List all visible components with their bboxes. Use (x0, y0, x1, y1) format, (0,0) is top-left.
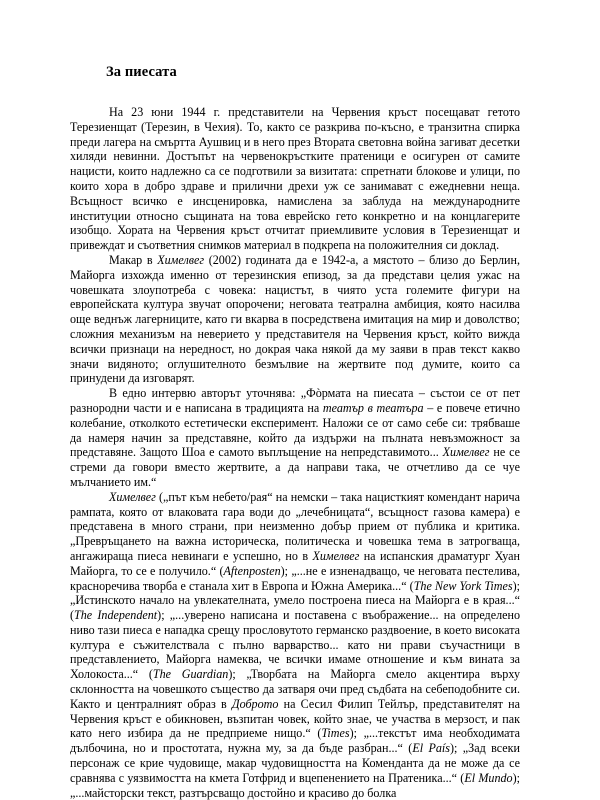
paragraph-text: ); „Зад всеки персонаж се крие чудовище, макар чудовищността на Коменданта да не може да се сравнява с уязвимостта на кмета Готфрид и вцепенението на Пратеника...“ ( (70, 741, 520, 785)
paragraph-text: на Сесил Филип Тейлър, представителят на Червения кръст е обикновен, възпитан човек, който знае, че участва в мерзост, и пак като него избира да не предприеме нищо.“ ( (70, 696, 520, 741)
italic-title-text: The Guardian (152, 667, 229, 682)
italic-title-text: The Independent (74, 608, 158, 623)
italic-title-text: El País (412, 741, 450, 756)
paragraph-text: ); „...уверено написана и поставена с въображение... на определено ниво тази пиеса е нападка срещу прословутото германско раздвоение, в което високата култура е съжителствала с пълно варварство... като ни прави съучастници в представлението, Майорга намеква, че всички имаме отношение и към вината за Холокоста...“ ( (70, 608, 521, 682)
document-body (70, 105, 520, 800)
paragraph-text: Макар в (109, 252, 158, 267)
paragraph-3 (70, 386, 520, 490)
paragraph-text: ); „...майсторски текст, разтърсващо достойно и красиво до болка (70, 770, 520, 800)
page-title: За пиесата (106, 64, 177, 80)
paragraph-text: ); „...не е изненадващо, че неговата пестелива, красноречива творба е станала хит в Европа и Южна Америка...“ ( (70, 563, 520, 593)
italic-title-text: The New York Times (413, 578, 513, 593)
paragraph-2 (70, 253, 520, 386)
paragraph-text: („път към небето/рая“ на немски – така нацисткият комендант нарича рампата, която от влаковата гара води до „лечебницата“, всъщност газова камера) е представена в много страни, при неизменно добър прием от публика и критика. „Превръщането на важна историческа, политическа и човешка тема в затрогваща, ангажираща пиеса невинаги е успешно, но в (70, 489, 520, 563)
italic-title-text: Химелвег (109, 489, 156, 504)
paragraph-text: ); „...текстът има необходимата дълбочина, но и простотата, нужна му, за да бъде разбран...“ ( (70, 726, 521, 756)
italic-title-text: Aftenposten (223, 563, 281, 578)
paragraph-text: В едно интервю авторът уточнява: „Фòрмата на пиесата – състои се от пет разнородни части и е написана в традицията на (70, 386, 520, 415)
paragraph-text: – е повече етично колебание, отколкото естетически експеримент. Наложи се от само себе си: трябваше да намеря начин за представяне, който да издържи на пълната невъзможност за представяне. Защото Шоа е самото въплъщение на непредставимото... (70, 400, 521, 460)
italic-title-text: Химелвег (312, 548, 360, 563)
paragraph-text: не се стреми да говори вместо жертвите, а да направи така, че отчетливо да се чуе мълчанието им.“ (70, 445, 520, 489)
paragraph-text: на испанския драматург Хуан Майорга, то се е получило.“ ( (70, 548, 520, 578)
paragraph-text: На 23 юни 1944 г. представители на Червения кръст посещават гетото Терезиенщат (Терезин, в Чехия). То, както се разкрива по-късно, е транзитна спирка преди лагера на смъртта Аушвиц и в него през Втората световна война загиват десетки хиляди невинни. Достъпът на червенокръстките пратеници е осигурен от самите нацисти, които надлежно са се подготвили за визитата: спретнати блокове и улици, по които хора в добро здраве и прилични дрехи уж се занимават с ежедневни неща. Всъщност всичко е инсценировка, намислена за заблуда на международните институции относно същината на това еврейско гето конкретно и на концлагерите изобщо. Хората на Червения кръст отчитат приемливите условия в Терезиенщат и привеждат и съответния снимков материал в подкрепа на положителния си доклад. (70, 105, 520, 253)
italic-title-text: Доброто (231, 696, 279, 711)
italic-title-text: театър в театъра (322, 400, 424, 415)
paragraph-1 (70, 105, 520, 253)
paragraph-text: (2002) годината да е 1942-а, а мястото – близо до Берлин, Майорга изхожда именно от терезинския епизод, за да представи целия ужас на човешката злоупотреба с човека: нацистът, в чиято уста големите фигури на европейската култура звучат опорочени; неговата театрална амбиция, която насилва още веднъж лагерниците, като ги вкарва в посредствена имитация на мир и доволство; сложния механизъм на неверието у представителя на Червения кръст, който вижда всички признаци на нередност, но докрая чака някой да му заяви в прав текст какво значи видяното; оглушителното безмълвие на жертвите под думите, които са принудени да изговарят. (70, 252, 520, 386)
italic-title-text: El Mundo (464, 770, 513, 785)
italic-title-text: Химелвег (157, 252, 205, 267)
paragraph-text: ); „Истинското начало на увлекателната, умело построена пиеса на Майорга е в края...“ ( (70, 578, 520, 623)
italic-title-text: Times (321, 726, 350, 741)
italic-title-text: Химелвег (442, 445, 490, 460)
paragraph-4 (70, 490, 520, 800)
paragraph-text: ); „Творбата на Майорга смело акцентира върху склонността на човешкото същество да затваря очи пред съдбата на себеподобните си. Както и централният образ в (70, 667, 520, 711)
